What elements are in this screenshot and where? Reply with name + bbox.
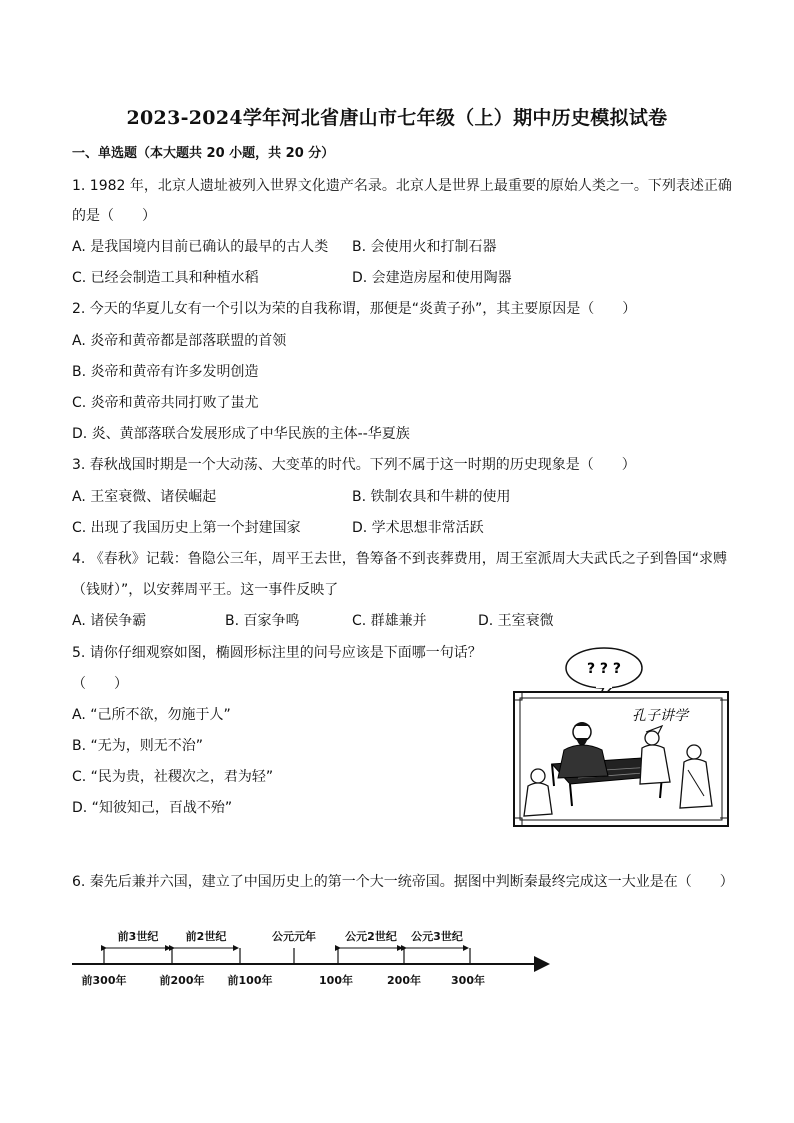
question-2-stem: 2. 今天的华夏儿女有一个引以为荣的自我称谓，那便是“炎黄子孙”，其主要原因是（ ） xyxy=(72,301,637,317)
question-5-option-c[interactable]: C. “民为贵，社稷次之，君为轻” xyxy=(72,769,274,785)
question-4-stem: 4. 《春秋》记载：鲁隐公三年，周平王去世，鲁筹备不到丧葬费用，周王室派周大夫武氏之子到鲁国“求赙 xyxy=(72,551,728,567)
span-label-year-one: 公元元年 xyxy=(272,930,316,943)
tick-label-300bc: 前300年 xyxy=(81,974,127,987)
question-4-stem-cont: （钱财）”，以安葬周平王。这一事件反映了 xyxy=(72,582,339,598)
question-1-option-b[interactable]: B. 会使用火和打制石器 xyxy=(352,239,497,255)
tick-label-100bc: 前100年 xyxy=(227,974,273,987)
question-4-option-b[interactable]: B. 百家争鸣 xyxy=(225,613,300,629)
question-6-stem: 6. 秦先后兼并六国，建立了中国历史上的第一个大一统帝国。据图中判断秦最终完成这一大业是在（ ） xyxy=(72,874,734,890)
question-1-option-d[interactable]: D. 会建造房屋和使用陶器 xyxy=(352,270,512,286)
question-1-option-a[interactable]: A. 是我国境内目前已确认的最早的古人类 xyxy=(72,239,329,255)
question-4-option-c[interactable]: C. 群雄兼并 xyxy=(352,613,427,629)
question-5-stem: 5. 请你仔细观察如图，椭圆形标注里的问号应该是下面哪一句话？ xyxy=(72,645,482,661)
tick-label-100ad: 100年 xyxy=(319,974,353,987)
question-2-option-c[interactable]: C. 炎帝和黄帝共同打败了蚩尤 xyxy=(72,395,259,411)
question-1-stem: 1. 1982 年，北京人遗址被列入世界文化遗产名录。北京人是世界上最重要的原始人类之一。下列表述正确 xyxy=(72,178,732,194)
tick-label-200bc: 前200年 xyxy=(159,974,205,987)
span-label-2nd-century-ad: 公元2世纪 xyxy=(345,930,397,943)
question-3-stem: 3. 春秋战国时期是一个大动荡、大变革的时代。下列不属于这一时期的历史现象是（ ） xyxy=(72,457,636,473)
history-timeline xyxy=(66,922,556,997)
question-1-stem-cont: 的是（ ） xyxy=(72,208,156,224)
question-3-option-d[interactable]: D. 学术思想非常活跃 xyxy=(352,520,484,536)
question-4-option-d[interactable]: D. 王室衰微 xyxy=(478,613,554,629)
confucius-lecture-illustration xyxy=(512,646,730,828)
span-label-2nd-century-bc: 前2世纪 xyxy=(185,930,227,943)
question-3-option-a[interactable]: A. 王室衰微、诸侯崛起 xyxy=(72,489,217,505)
question-2-option-a[interactable]: A. 炎帝和黄帝都是部落联盟的首领 xyxy=(72,333,287,349)
bubble-question-marks: ? ? ? xyxy=(586,661,622,677)
question-5-stem-cont: （ ） xyxy=(72,676,128,692)
question-2-option-d[interactable]: D. 炎、黄部落联合发展形成了中华民族的主体--华夏族 xyxy=(72,426,410,442)
question-5-option-a[interactable]: A. “己所不欲，勿施于人” xyxy=(72,707,231,723)
question-2-option-b[interactable]: B. 炎帝和黄帝有许多发明创造 xyxy=(72,364,259,380)
section-heading: 一、单选题（本大题共 20 小题，共 20 分） xyxy=(72,146,335,161)
tick-label-300ad: 300年 xyxy=(451,974,485,987)
illustration-caption: 孔子讲学 xyxy=(632,708,688,724)
question-1-option-c[interactable]: C. 已经会制造工具和种植水稻 xyxy=(72,270,259,286)
question-5-option-b[interactable]: B. “无为，则无不治” xyxy=(72,738,204,754)
question-5-option-d[interactable]: D. “知彼知己，百战不殆” xyxy=(72,800,233,816)
question-3-option-b[interactable]: B. 铁制农具和牛耕的使用 xyxy=(352,489,511,505)
question-3-option-c[interactable]: C. 出现了我国历史上第一个封建国家 xyxy=(72,520,301,536)
span-label-3rd-century-ad: 公元3世纪 xyxy=(411,930,463,943)
page-title: 2023-2024学年河北省唐山市七年级（上）期中历史模拟试卷 xyxy=(126,107,668,129)
tick-label-200ad: 200年 xyxy=(387,974,421,987)
question-4-option-a[interactable]: A. 诸侯争霸 xyxy=(72,613,147,629)
timeline-ticks xyxy=(104,948,470,964)
span-label-3rd-century-bc: 前3世纪 xyxy=(117,930,159,943)
